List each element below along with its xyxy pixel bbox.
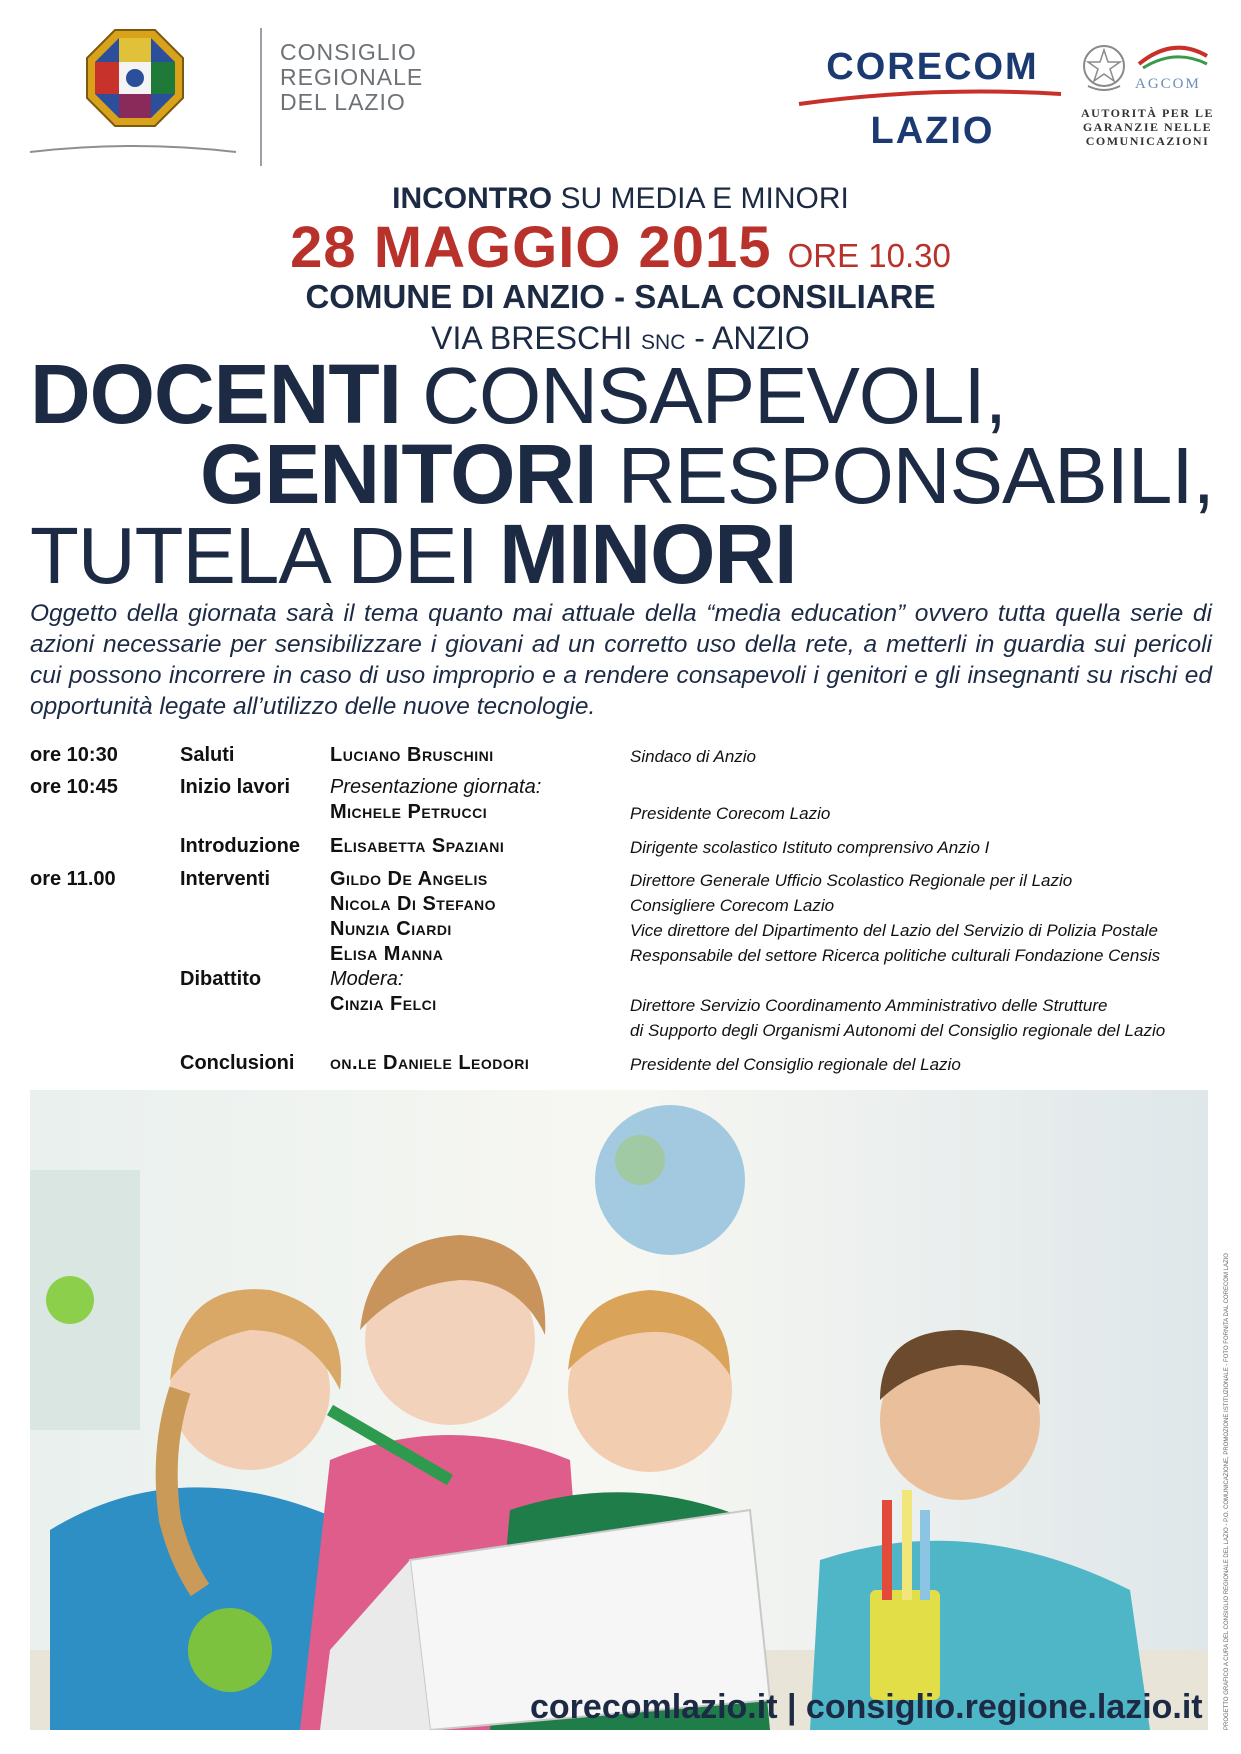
program-row: [30, 776, 1230, 800]
program-role: di Supporto degli Organismi Autonomi del Consiglio regionale del Lazio: [630, 1021, 1166, 1040]
event-type-rest: SU MEDIA E MINORI: [552, 182, 849, 215]
program-time: ore 11.00: [30, 868, 116, 890]
title-light: RESPONSABILI,: [596, 431, 1214, 520]
event-time: ORE 10.30: [787, 237, 951, 274]
agcom-swoosh-icon: [1133, 42, 1213, 72]
title-bold: GENITORI: [200, 427, 597, 521]
agcom-label: AGCOM: [1135, 76, 1201, 92]
program-role: Sindaco di Anzio: [630, 747, 757, 766]
program-section: Conclusioni: [180, 1052, 295, 1074]
program-speaker: Nicola Di Stefano: [330, 893, 497, 915]
program-section: Interventi: [180, 868, 271, 890]
program-speaker: Cinzia Felci: [330, 993, 437, 1015]
event-date-line: [0, 214, 1241, 281]
address-street: VIA BRESCHI: [431, 320, 642, 356]
title-light: TUTELA DEI: [30, 511, 500, 600]
address-city: - ANZIO: [685, 320, 810, 356]
footer-websites: corecomlazio.it | consiglio.regione.lazio.it: [530, 1688, 1203, 1726]
vertical-credit: [1222, 1150, 1234, 1730]
agcom-tagline: [1080, 106, 1215, 148]
program-note: Modera:: [330, 968, 404, 990]
title-bold: DOCENTI: [30, 347, 401, 441]
corecom-swoosh: [795, 84, 1065, 108]
header-divider: [260, 28, 262, 166]
program-speaker: Elisabetta Spaziani: [330, 835, 505, 857]
program-row: [30, 918, 1230, 942]
program-section: Dibattito: [180, 968, 262, 990]
event-date: 28 MAGGIO 2015: [290, 215, 772, 280]
program-role: Direttore Servizio Coordinamento Amministrativo delle Strutture: [630, 996, 1108, 1015]
program-role: Presidente del Consiglio regionale del Lazio: [630, 1055, 961, 1074]
program-role: Responsabile del settore Ricerca politiche culturali Fondazione Censis: [630, 946, 1161, 965]
program-row: [30, 835, 1230, 859]
program-role: Direttore Generale Ufficio Scolastico Regionale per il Lazio: [630, 871, 1073, 890]
title-bold: MINORI: [499, 507, 797, 601]
address-snc: SNC: [641, 331, 686, 354]
title-light: CONSAPEVOLI,: [401, 351, 1006, 440]
children-at-laptop-photo: [30, 1090, 1208, 1730]
title-line-3: [30, 507, 797, 601]
program-time: ore 10:30: [30, 744, 118, 766]
program-row: [30, 993, 1230, 1017]
program-section: Inizio lavori: [180, 776, 291, 798]
corecom-lazio-text: LAZIO: [870, 110, 995, 152]
council-line: CONSIGLIO: [280, 39, 417, 65]
program-role: Dirigente scolastico Istituto comprensivo Anzio I: [630, 838, 990, 857]
agcom-tagline-line: AUTORITÀ PER LE: [1081, 106, 1214, 120]
program-row: [30, 801, 1230, 825]
program-role: Presidente Corecom Lazio: [630, 804, 831, 823]
program-row: [30, 893, 1230, 917]
agcom-tagline-line: GARANZIE NELLE: [1082, 120, 1213, 134]
program-time: ore 10:45: [30, 776, 118, 798]
program-role: Consigliere Corecom Lazio: [630, 896, 835, 915]
title-line-1: [30, 347, 1006, 441]
program-speaker: Gildo De Angelis: [330, 868, 488, 890]
intro-paragraph: Oggetto della giornata sarà il tema quanto mai attuale della “media education” ovvero tutta quella serie di azioni necessarie per sensibilizzare i giovani ad un corretto uso della rete, a metterli in guardia sui pericoli cui possono incorrere in caso di uso improprio e a rendere consapevoli i genitori e gli insegnanti su rischi ed opportunità legate all’utilizzo delle nuove tecnologie.: [30, 600, 1212, 720]
program-speaker: Michele Petrucci: [330, 801, 488, 823]
corecom-logo-text: CORECOM: [826, 46, 1039, 88]
council-name: [280, 40, 423, 115]
program-row: [30, 1052, 1230, 1076]
program-row: [30, 744, 1230, 768]
italian-emblem-icon: [1080, 40, 1128, 94]
program-section: Saluti: [180, 744, 235, 766]
council-line: REGIONALE: [280, 64, 424, 90]
program-role: Vice direttore del Dipartimento del Lazio del Servizio di Polizia Postale: [630, 921, 1158, 940]
crest-underline: [28, 142, 238, 154]
program-row: [30, 1018, 1230, 1042]
program-row: [30, 868, 1230, 892]
program-row: [30, 943, 1230, 967]
credit-text: PROGETTO GRAFICO A CURA DEL CONSIGLIO REGIONALE DEL LAZIO - P.O. COMUNICAZIONE, PROMOZIONE ISTITUZIONALE - FOTO FORNITA DAL CORECOM LAZIO: [1224, 1253, 1230, 1730]
title-line-2: [200, 427, 1214, 521]
program-speaker: Nunzia Ciardi: [330, 918, 452, 940]
program-note: Presentazione giornata:: [330, 776, 542, 798]
agcom-tagline-line: COMUNICAZIONI: [1085, 134, 1210, 148]
event-venue: COMUNE DI ANZIO - SALA CONSILIARE: [305, 278, 936, 315]
program-row: [30, 968, 1230, 992]
program-speaker: Elisa Manna: [330, 943, 444, 965]
event-type-bold: INCONTRO: [392, 182, 553, 215]
event-type: [0, 182, 1241, 216]
council-line: DEL LAZIO: [280, 89, 406, 115]
program-section: Introduzione: [180, 835, 300, 857]
program-speaker: Luciano Bruschini: [330, 744, 494, 766]
regional-crest-logo: [85, 28, 185, 128]
program-speaker: on.le Daniele Leodori: [330, 1052, 530, 1074]
